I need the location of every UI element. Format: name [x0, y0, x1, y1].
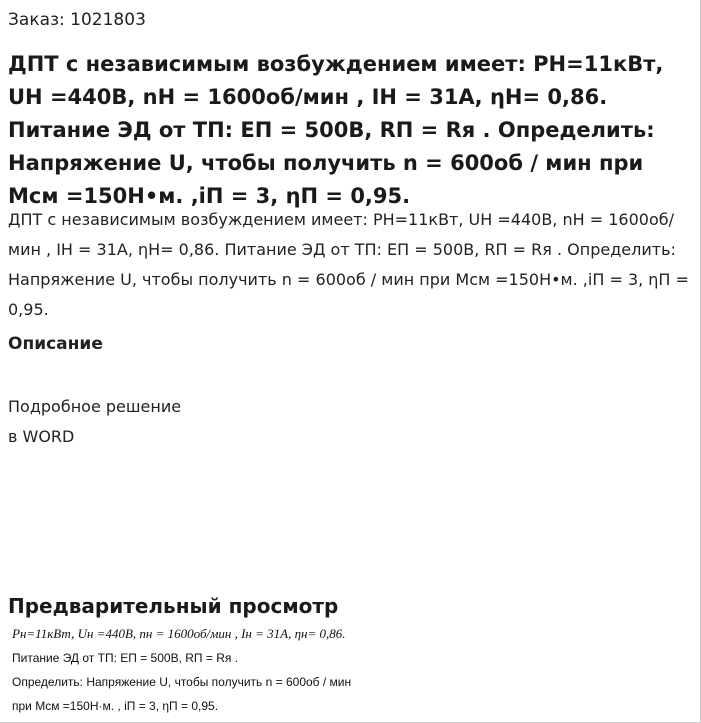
description-heading: Описание — [8, 334, 103, 354]
preview-line-2: Питание ЭД от ТП: EП = 500В, RП = Rя . — [12, 651, 239, 665]
order-number: Заказ: 1021803 — [8, 10, 146, 30]
preview-line-1: Pн=11кВт, Uн =440В, nн = 1600об/мин , Iн = 31А, ηн= 0,86. — [12, 626, 346, 641]
preview-line-4: при Mсм =150Н·м. , iП = 3, ηП = 0,95. — [12, 699, 219, 713]
description-line-1: Подробное решение — [8, 397, 182, 416]
preview-heading: Предварительный просмотр — [8, 594, 339, 618]
preview-line-3: Определить: Напряжение U, чтобы получить n = 600об / мин — [12, 675, 352, 689]
description-line-2: в WORD — [8, 427, 75, 446]
preview-image — [12, 622, 432, 718]
task-description: ДПТ с независимым возбуждением имеет: PН=11кВт, UН =440В, nН = 1600об/мин , IН = 31А, ηН= 0,86. Питание ЭД от ТП: EП = 500В, RП = Rя . Определить: Напряжение U, чтобы получить n = 600об / мин при Мсм =150Н•м. ,iП = 3, ηП = 0,95. — [8, 210, 689, 319]
page-title: ДПТ с независимым возбуждением имеет: PН=11кВт, UН =440В, nН = 1600об/мин , IН = 31А, ηН= 0,86. Питание ЭД от ТП: EП = 500В, RП = Rя . Определить: Напряжение U, чтобы получить n = 600об / мин при Мсм =150Н•м. ,iП = 3, ηП = 0,95. — [8, 52, 664, 208]
